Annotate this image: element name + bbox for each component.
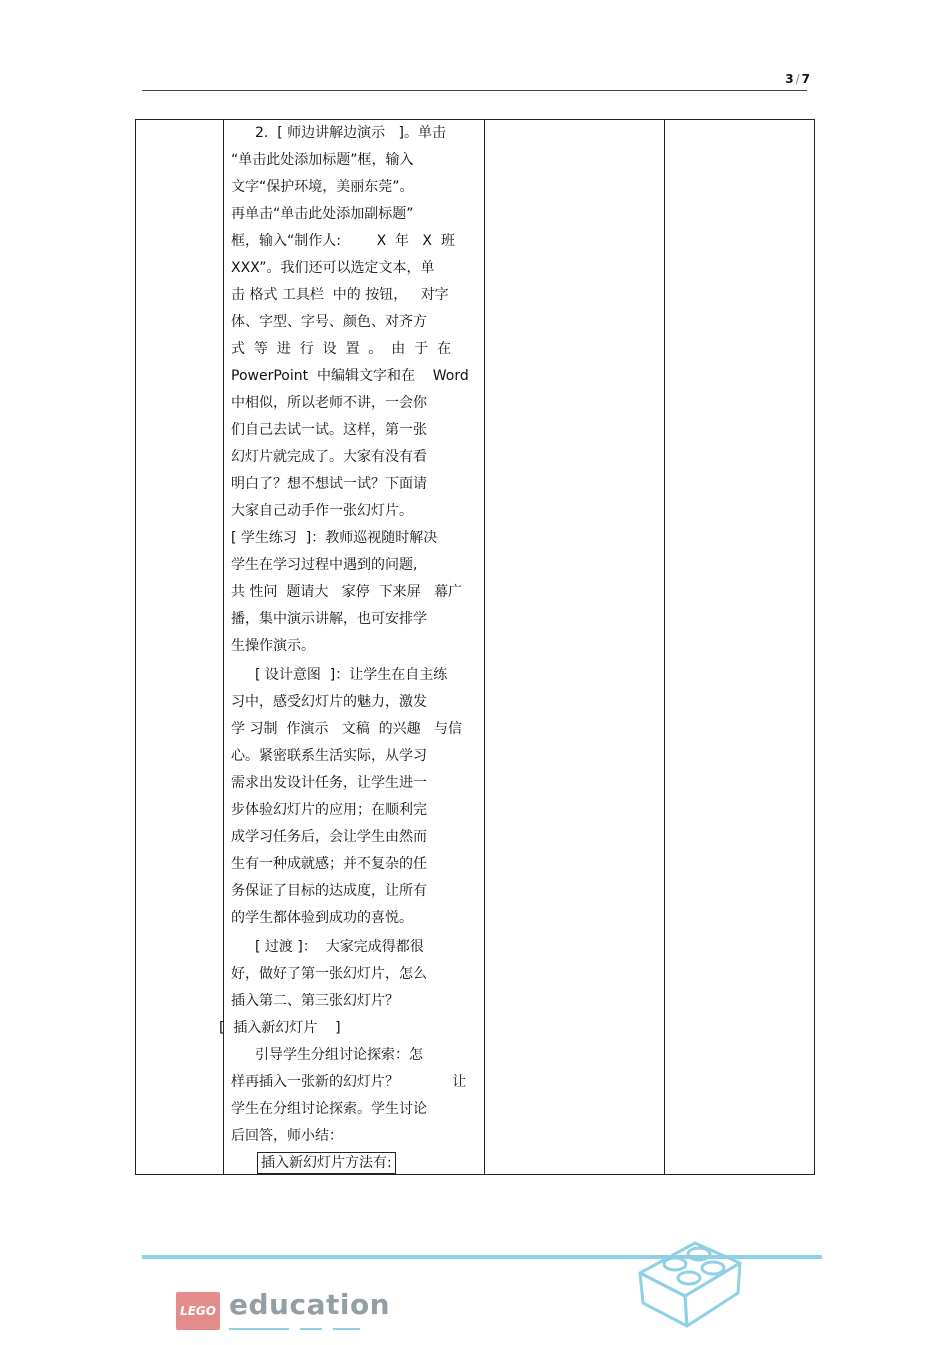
header-rule: [142, 90, 807, 91]
text-line: 2. [ 师边讲解边演示 ]。单击: [255, 125, 446, 141]
page-number: 3 / 7: [785, 72, 810, 86]
text-line: XXX”。我们还可以选定文本，单: [231, 260, 435, 276]
text-line: 学生在分组讨论探索。学生讨论: [231, 1101, 427, 1117]
boxed-heading: 插入新幻灯片方法有:: [257, 1152, 396, 1174]
lego-logo-text: LEGO: [180, 1304, 216, 1318]
education-wordmark: education: [229, 1288, 391, 1321]
text-line: 样再插入一张新的幻灯片？ 让: [231, 1074, 467, 1090]
text-line: 引导学生分组讨论探索：怎: [255, 1047, 423, 1063]
text-line: [ 设计意图 ]：让学生在自主练: [255, 667, 448, 683]
column-divider: [664, 120, 665, 1174]
text-line: 明白了？想不想试一试？下面请: [231, 476, 427, 492]
column-divider: [484, 120, 485, 1174]
text-line: [ 学生练习 ]：教师巡视随时解决: [231, 530, 438, 546]
text-line: 好，做好了第一张幻灯片，怎么: [231, 966, 427, 982]
lego-brick-icon: [635, 1218, 745, 1328]
text-line: 幻灯片就完成了。大家有没有看: [231, 449, 427, 465]
text-line: 再单击“单击此处添加副标题”: [231, 206, 414, 222]
text-line: 生有一种成就感；并不复杂的任: [231, 856, 427, 872]
wordmark-underline: [229, 1328, 289, 1330]
text-line: 大家自己动手作一张幻灯片。: [231, 503, 413, 519]
text-line: 学生在学习过程中遇到的问题,: [231, 557, 418, 573]
text-line: 习中，感受幻灯片的魅力，激发: [231, 694, 427, 710]
text-line: 需求出发设计任务，让学生进一: [231, 775, 427, 791]
text-line: 中相似，所以老师不讲，一会你: [231, 395, 427, 411]
text-line: 学 习制 作演示 文稿 的兴趣 与信: [231, 721, 462, 737]
text-line: “单击此处添加标题”框，输入: [231, 152, 414, 168]
text-line: 共 性问 题请大 家停 下来屏 幕广: [231, 584, 462, 600]
text-line: 框，输入“制作人: X 年 X 班: [231, 233, 455, 249]
text-line: [ 插入新幻灯片 ]: [219, 1020, 341, 1036]
text-line: PowerPoint 中编辑文字和在 Word: [231, 368, 469, 384]
text-line: 击 格式 工具栏 中的 按钮， 对字: [231, 287, 449, 303]
text-line: 插入第二、第三张幻灯片？: [231, 993, 399, 1009]
wordmark-underline: [333, 1328, 360, 1330]
text-line: 的学生都体验到成功的喜悦。: [231, 910, 413, 926]
text-line: 后回答，师小结：: [231, 1128, 343, 1144]
text-line: 心。紧密联系生活实际，从学习: [231, 748, 427, 764]
text-line: 生操作演示。: [231, 638, 315, 654]
text-line: 体、字型、字号、颜色、对齐方: [231, 314, 427, 330]
text-line: 文字“保护环境，美丽东莞”。: [231, 179, 414, 195]
text-line: 式 等 进 行 设 置 。 由 于 在: [231, 341, 452, 357]
text-line: 成学习任务后，会让学生由然而: [231, 829, 427, 845]
text-line: 播，集中演示讲解，也可安排学: [231, 611, 427, 627]
text-line: 务保证了目标的达成度，让所有: [231, 883, 427, 899]
text-line: 们自己去试一试。这样，第一张: [231, 422, 427, 438]
text-line: [ 过渡 ]： 大家完成得都很: [255, 939, 424, 955]
lesson-table: [135, 119, 815, 1175]
text-line: 步体验幻灯片的应用；在顺利完: [231, 802, 427, 818]
wordmark-underline: [300, 1328, 322, 1330]
